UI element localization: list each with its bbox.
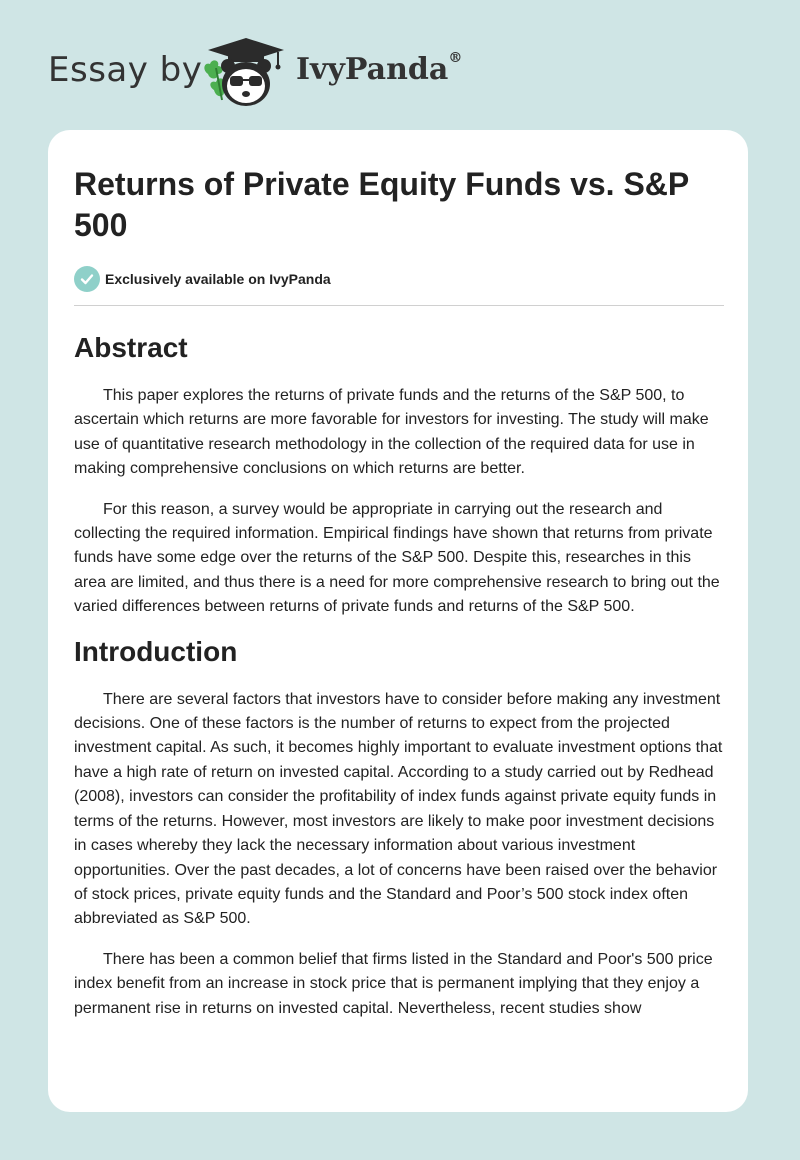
document-title: Returns of Private Equity Funds vs. S&P 500 [74, 166, 689, 243]
panda-logo-icon[interactable] [200, 34, 292, 110]
introduction-paragraph: There are several factors that investors have to consider before making any investment decisions. One of these factors is the number of returns to expect from the projected investment capital. As such, it becomes highly important to evaluate investment options that have a high rate of return on invested capital. According to a study carried out by Redhead (2008), investors can consider the profitability of index funds against private equity funds in terms of the returns. However, most investors are likely to make poor investment decisions in cases whereby they lack the necessary information about various investment opportunities. Over the past decades, a lot of concerns have been raised over the behavior of stock prices, private equity funds and the Standard and Poor’s 500 stock index often abbreviated as S&P 500. [74, 690, 723, 928]
abstract-paragraph: For this reason, a survey would be appropriate in carrying out the research and collecting the required information. Empirical findings have shown that returns from private funds have some edge over the returns of the S&P 500. Despite this, researches in this area are limited, and thus there is a need for more comprehensive research to bring out the varied differences between returns of private funds and returns of the S&P 500. [74, 500, 720, 616]
title-divider [74, 305, 724, 306]
document-content [74, 164, 724, 1021]
exclusive-label: Exclusively available on IvyPanda [105, 271, 331, 287]
brand-text: IvyPanda [296, 52, 449, 87]
exclusive-banner [74, 265, 724, 293]
section-heading-abstract: Abstract [74, 332, 188, 363]
registered-mark: ® [448, 50, 463, 66]
document-card [48, 130, 748, 1112]
site-header [0, 0, 800, 120]
essay-by-label: Essay by [48, 50, 203, 90]
abstract-paragraph: This paper explores the returns of private funds and the returns of the S&P 500, to ascertain which returns are more favorable for investors for investing. The study will make use of quantitative research methodology in the collection of the required data for use in making comprehensive conclusions on which returns are better. [74, 387, 709, 478]
introduction-paragraph: There has been a common belief that firms listed in the Standard and Poor's 500 price index benefit from an increase in stock price that is permanent implying that they enjoy a permanent rise in returns on invested capital. Nevertheless, recent studies show [74, 950, 713, 1017]
brand-name[interactable] [296, 52, 462, 87]
check-icon [74, 266, 100, 292]
section-heading-introduction: Introduction [74, 635, 238, 667]
